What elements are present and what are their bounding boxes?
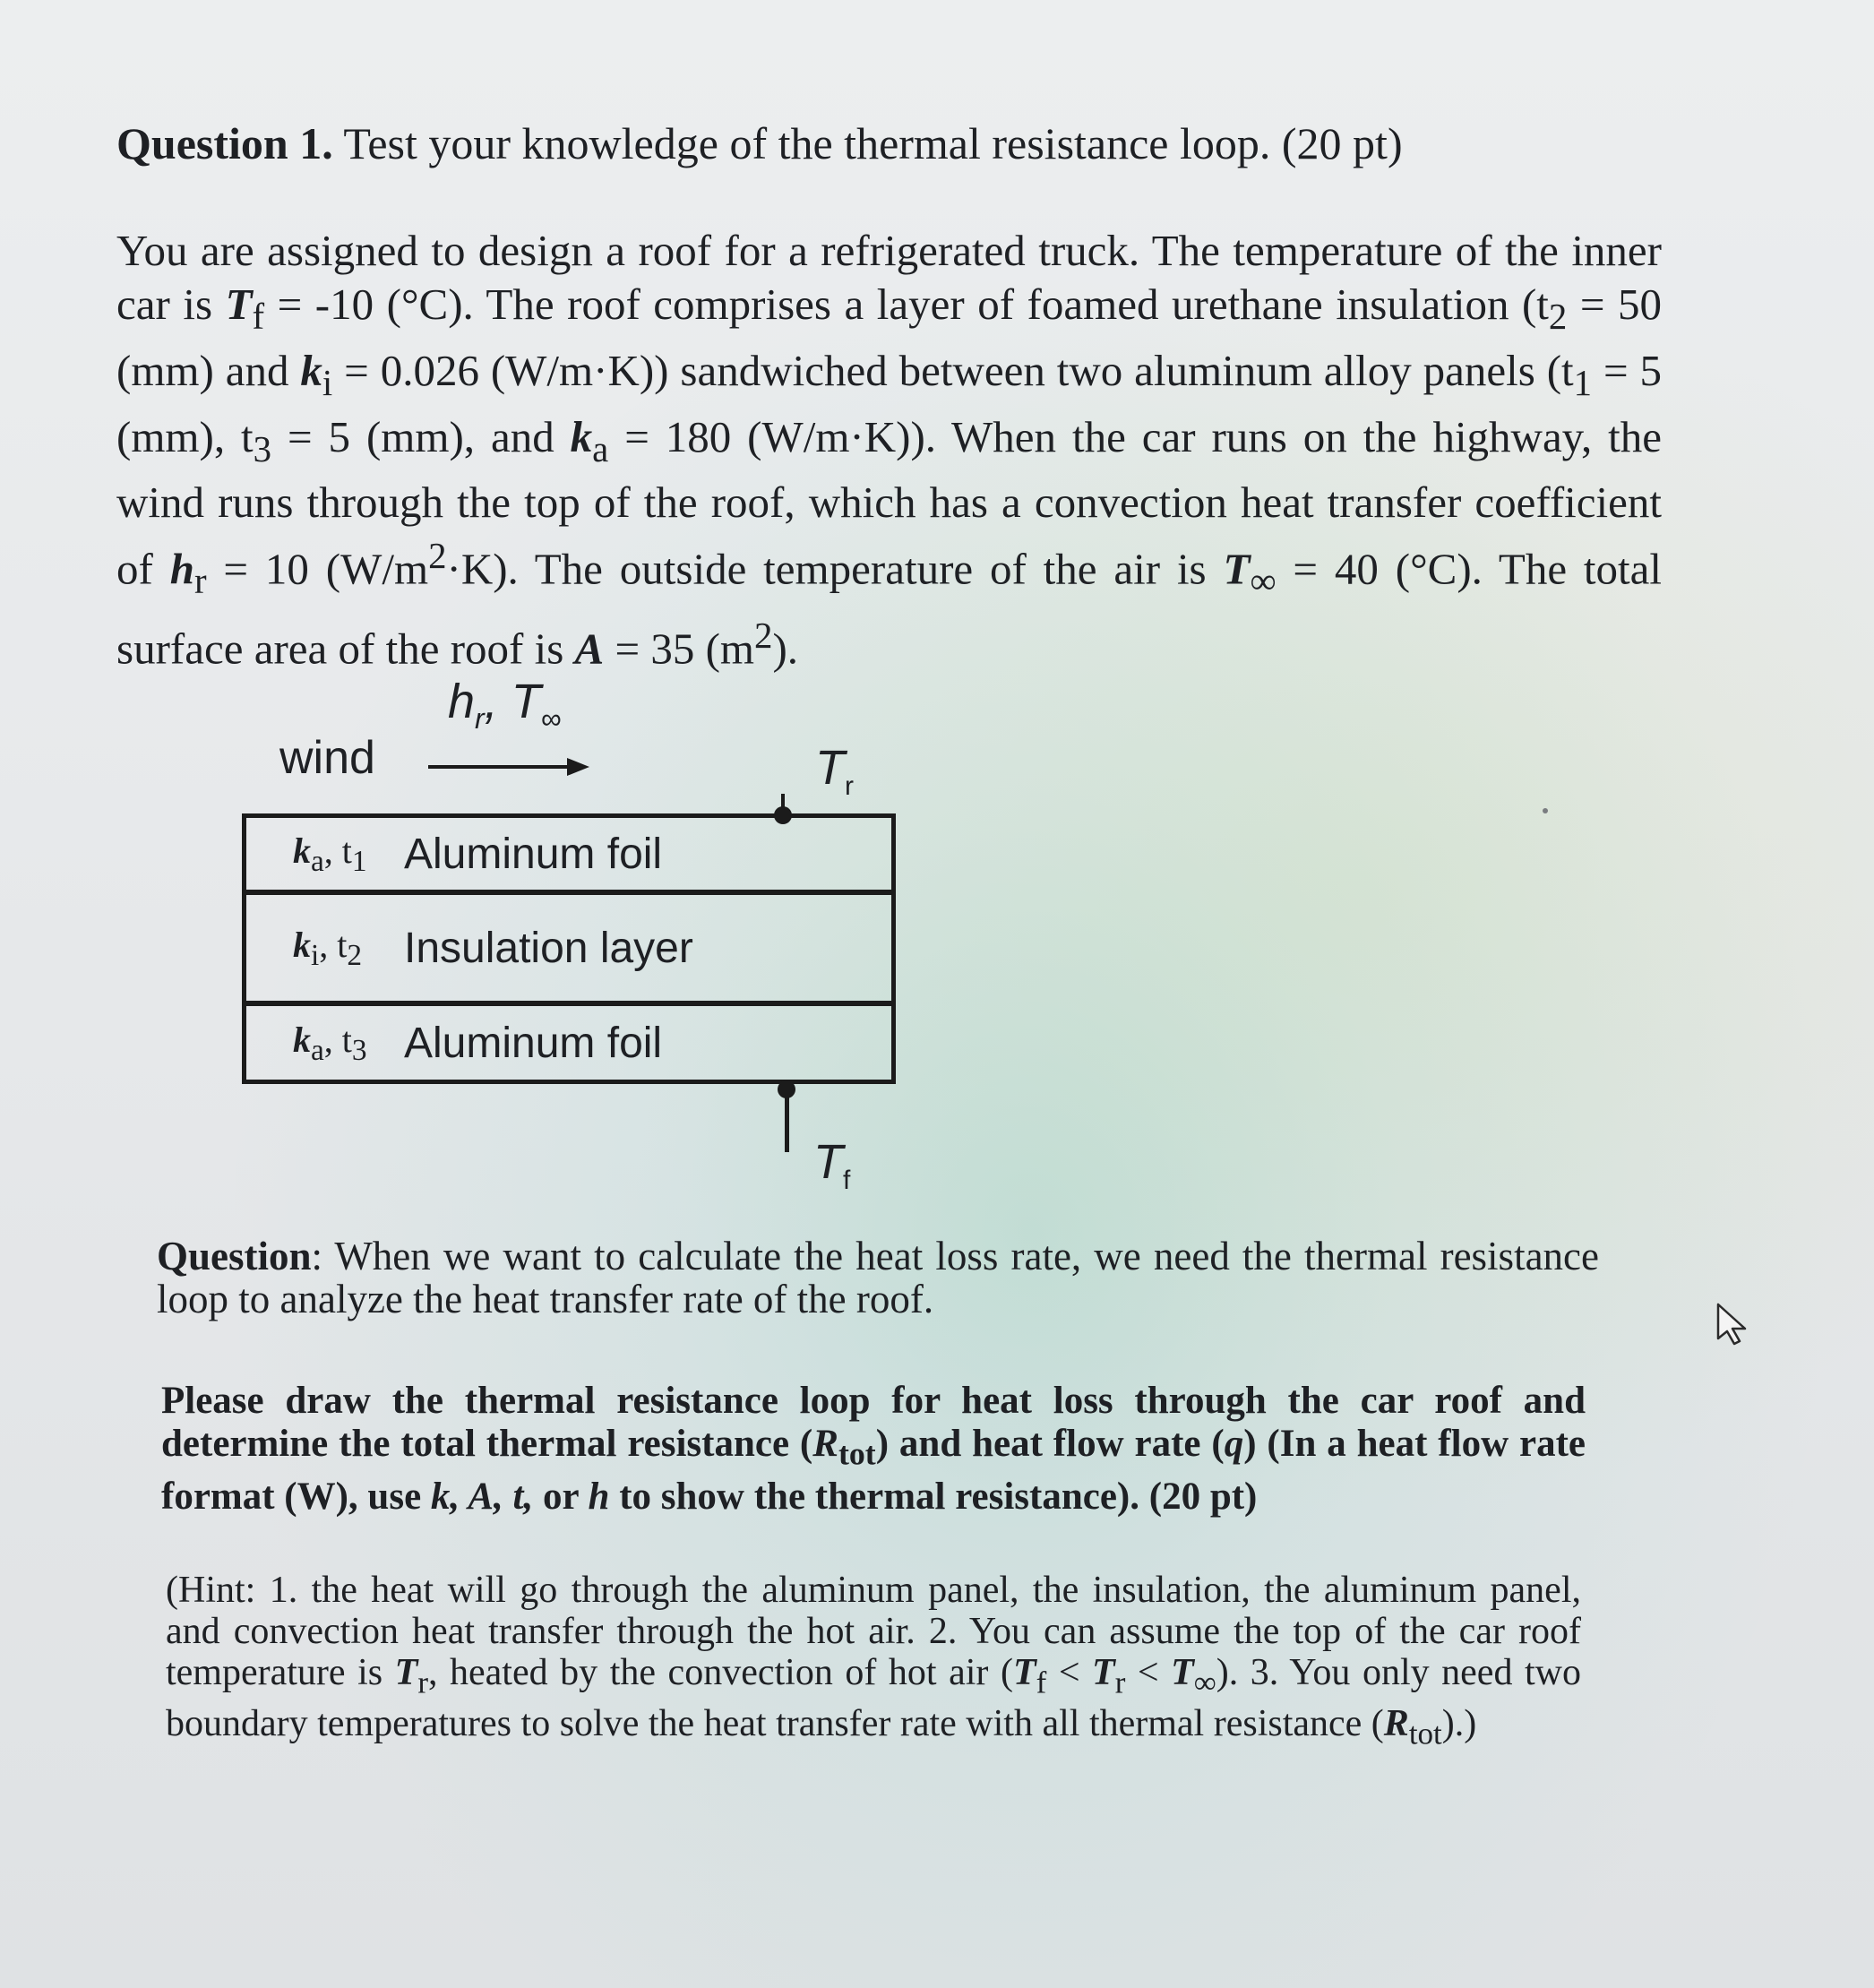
less-than: < [1137, 1652, 1159, 1693]
symbol-t3-sub: 3 [253, 428, 272, 469]
task-instruction [161, 1380, 1586, 1519]
layer-k: k [293, 1019, 311, 1060]
wind-label: wind [279, 732, 375, 784]
intro-text: ). [772, 623, 799, 673]
layer-k: k [293, 924, 311, 965]
symbol-q: q [1224, 1423, 1244, 1465]
intro-text: = 5 (mm), and [287, 411, 554, 461]
question-number: Question 1. [116, 118, 333, 168]
diagram-tinf-sub: ∞ [540, 701, 562, 735]
symbol-tinf: T [1223, 544, 1251, 594]
superscript: 2 [428, 536, 447, 577]
intro-text: = 5 (mm), t [116, 345, 1663, 461]
wind-arrow-icon [428, 756, 589, 778]
symbol-tf-sub: f [252, 296, 265, 337]
question-text: : When we want to calculate the heat loss rate, we need the thermal resistance loop to analyze the heat transfer rate of the roof. [157, 1234, 1599, 1321]
layer-t-sub: 2 [347, 938, 363, 972]
speck [1543, 808, 1548, 813]
question-title [116, 116, 1675, 170]
layer-k-sub: a [311, 844, 324, 878]
layer-aluminum-top [246, 818, 891, 895]
symbol-tinf-sub: ∞ [1250, 561, 1277, 602]
symbol-tinf: T [1171, 1652, 1194, 1693]
symbol-t2-sub: 2 [1548, 296, 1568, 337]
superscript: 2 [754, 615, 773, 656]
layer-params: $k_a$, $t_1$ [293, 830, 367, 878]
mouse-pointer-icon [1713, 1301, 1758, 1346]
problem-statement [116, 224, 1662, 676]
diagram-hr-tinf-label: $h_r$, $T_\infty$ [448, 675, 562, 735]
layer-t: t [337, 924, 348, 965]
symbol-ka: k [570, 411, 593, 461]
task-text: or [542, 1475, 579, 1518]
hint-segment: ).) [1441, 1703, 1477, 1745]
diagram-tinf: T [511, 675, 541, 728]
symbol-rtot-sub: tot [1408, 1716, 1442, 1751]
diagram-hr-sub: r [475, 701, 485, 735]
intro-text: = 50 (mm) and [116, 280, 1663, 395]
intro-text: ·K). The outside temperature of the air is [446, 544, 1207, 594]
layer-t-sub: 1 [351, 844, 367, 878]
symbol-ki: k [300, 345, 322, 395]
task-text: ) and heat flow rate ( [875, 1423, 1225, 1465]
question-prompt [157, 1235, 1599, 1321]
less-than: < [1058, 1652, 1080, 1693]
task-text: ) (In a heat flow rate format (W), use [161, 1423, 1586, 1518]
layer-name: Aluminum foil [404, 1019, 663, 1067]
layer-t: t [341, 830, 352, 871]
intro-text: = 10 (W/m [223, 544, 429, 594]
layer-t-sub: 3 [351, 1033, 367, 1067]
symbol-tf: T [225, 280, 253, 329]
symbol-h: h [588, 1475, 610, 1518]
layer-params: $k_a$, $t_3$ [293, 1019, 367, 1067]
intro-text: = 35 (m [615, 623, 755, 673]
diagram-tr-label [815, 740, 854, 802]
intro-text: You are assigned to design a roof for a refrigerated truck. The temperature of the inner car is [116, 226, 1662, 329]
hint-text [166, 1570, 1581, 1755]
diagram-tf-sub: f [843, 1165, 851, 1195]
question-title-text: Test your knowledge of the thermal resistance loop. (20 pt) [343, 118, 1403, 168]
intro-text: = 40 (°C). The total surface area of the roof is [116, 544, 1663, 673]
document-content [116, 116, 1675, 676]
intro-text: = 0.026 (W/m·K)) sandwiched between two aluminum alloy panels (t [344, 345, 1574, 395]
symbol-rtot: R [812, 1423, 838, 1465]
layer-name: Aluminum foil [404, 830, 663, 878]
symbol-a: A [574, 623, 605, 673]
diagram-tr: T [815, 741, 845, 795]
question-label: Question [157, 1234, 312, 1278]
layer-k: k [293, 830, 311, 871]
symbol-ka-sub: a [592, 428, 609, 469]
symbol-vars: k, A, t, [430, 1475, 534, 1518]
symbol-hr: h [169, 544, 194, 594]
symbol-rtot: R [1383, 1703, 1409, 1745]
layer-k-sub: a [311, 1033, 324, 1067]
symbol-tr-sub: r [417, 1665, 428, 1700]
hint-segment: ). 3. You only need two boundary temperatures to solve the heat transfer rate with all thermal resistance ( [166, 1652, 1581, 1745]
diagram-tr-sub: r [845, 770, 854, 801]
diagram-tf: T [813, 1135, 843, 1189]
layer-aluminum-bottom [246, 1006, 891, 1080]
task-text: to show the thermal resistance). (20 pt) [619, 1475, 1258, 1518]
layer-t: t [341, 1019, 352, 1060]
layer-insulation [246, 895, 891, 1006]
roof-layers [242, 813, 896, 1084]
layer-params: $k_i$, $t_2$ [293, 924, 363, 972]
symbol-t1-sub: 1 [1573, 362, 1593, 403]
hint-segment: (Hint: 1. the heat will go through the aluminum panel, the insulation, the aluminum panel, and convection heat transfer through the hot air. 2. You can assume the top of the car roof temperature is [166, 1570, 1581, 1693]
intro-text: = 180 (W/m·K)). When the car runs on the highway, the wind runs through the top of the roof, which has a convection heat transfer coefficient of [116, 411, 1663, 594]
symbol-tf-sub: f [1036, 1665, 1047, 1700]
symbol-ki-sub: i [322, 362, 333, 403]
symbol-rtot-sub: tot [838, 1435, 876, 1472]
symbol-tinf-sub: ∞ [1193, 1665, 1216, 1700]
symbol-tr: T [394, 1652, 418, 1693]
intro-text: = -10 (°C). The roof comprises a layer of foamed urethane insulation (t [277, 280, 1549, 329]
bottom-surface-pin [785, 1088, 789, 1152]
diagram-hr: h [448, 675, 476, 728]
layer-name: Insulation layer [404, 924, 693, 972]
symbol-tr: T [1092, 1652, 1115, 1693]
diagram-tf-label [813, 1134, 850, 1196]
symbol-tf: T [1012, 1652, 1036, 1693]
symbol-hr-sub: r [193, 561, 207, 602]
roof-diagram [233, 663, 932, 1218]
symbol-tr-sub: r [1114, 1665, 1126, 1700]
layer-k-sub: i [311, 938, 320, 972]
hint-segment: , heated by the convection of hot air ( [427, 1652, 1013, 1693]
task-text: Please draw the thermal resistance loop for heat loss through the car roof and determine the total thermal resistance ( [161, 1380, 1586, 1465]
